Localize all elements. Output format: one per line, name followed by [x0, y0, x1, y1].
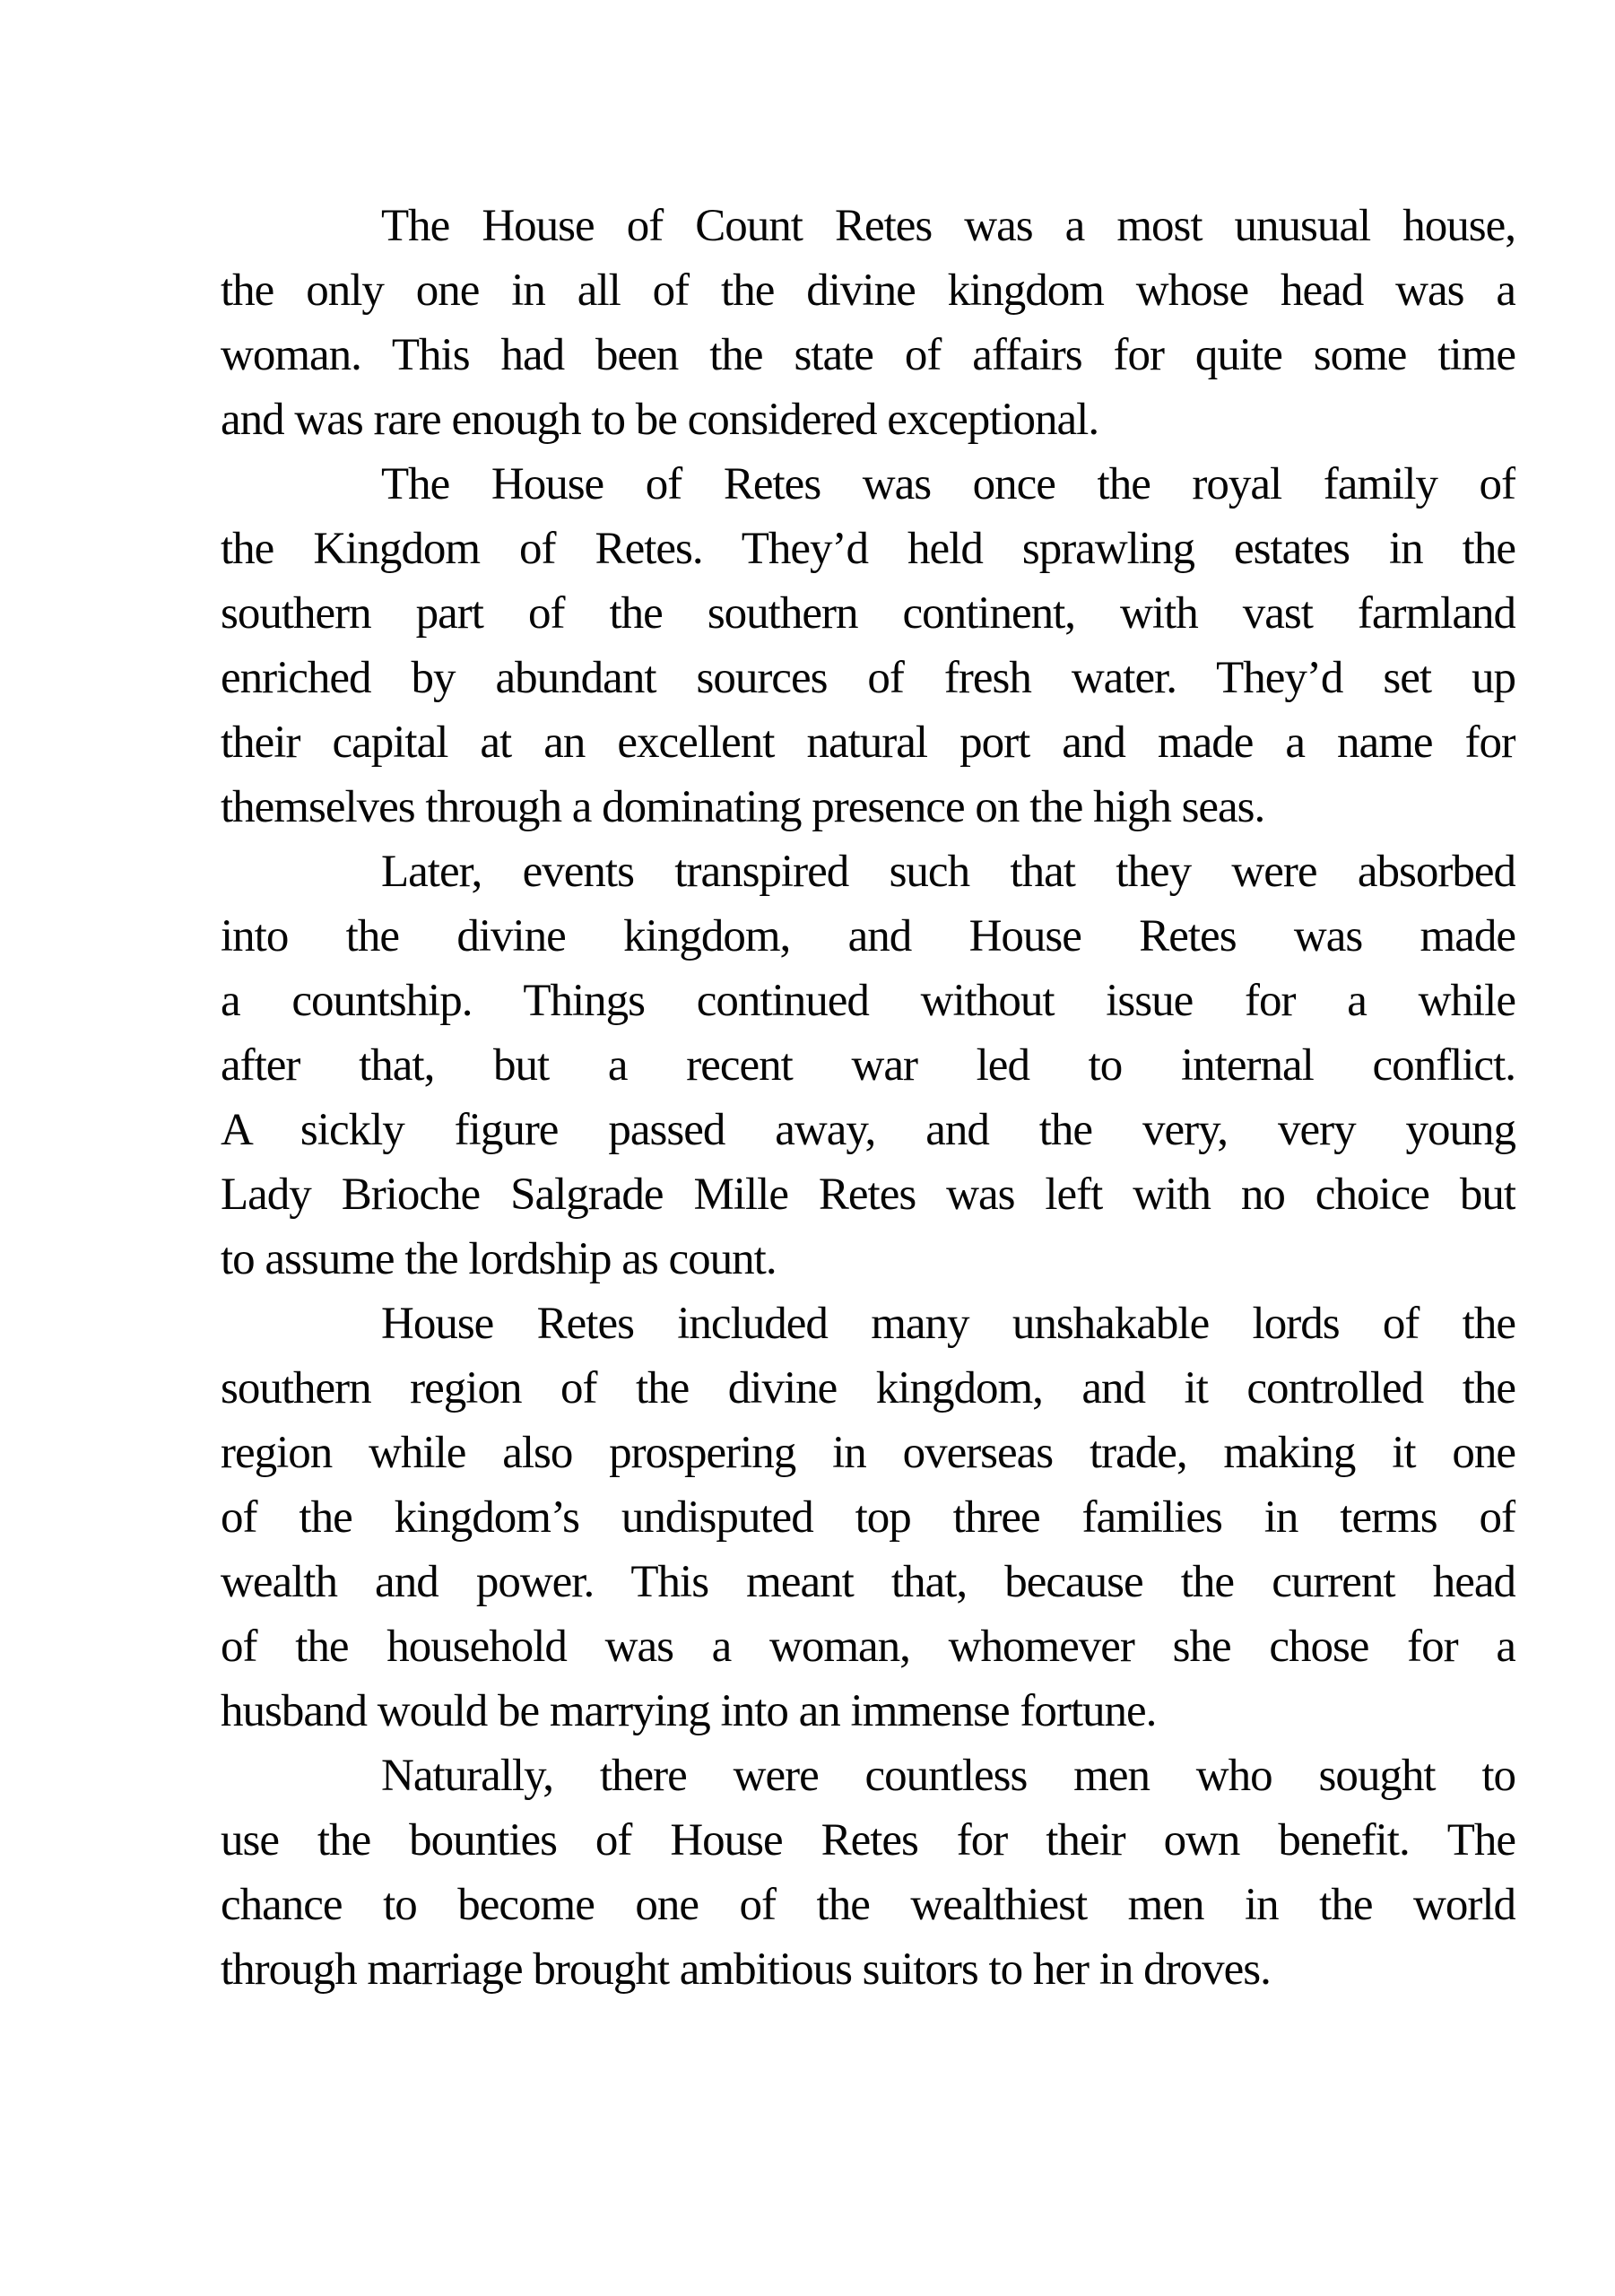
paragraph: [221, 1292, 1515, 1744]
text-line: southern region of the divine kingdom, and it controlled the: [221, 1363, 1515, 1413]
text-line: The House of Retes was once the royal family of: [381, 459, 1515, 509]
text-line: Later, events transpired such that they were absorbed: [381, 847, 1515, 897]
text-line: enriched by abundant sources of fresh water. They’d set up: [221, 653, 1515, 703]
text-line: after that, but a recent war led to internal conflict.: [221, 1040, 1515, 1091]
text-line: themselves through a dominating presence on the high seas.: [221, 782, 1265, 832]
text-line: The House of Count Retes was a most unusual house,: [381, 201, 1515, 251]
text-line: Naturally, there were countless men who sought to: [381, 1751, 1515, 1801]
text-line: southern part of the southern continent, with vast farmland: [221, 588, 1515, 639]
text-line: use the bounties of House Retes for their own benefit. The: [221, 1815, 1515, 1866]
text-line: and was rare enough to be considered exceptional.: [221, 395, 1099, 445]
paragraph: [221, 1744, 1515, 2002]
text-line: wealth and power. This meant that, because the current head: [221, 1557, 1515, 1607]
text-line: the Kingdom of Retes. They’d held sprawling estates in the: [221, 524, 1515, 574]
text-line: the only one in all of the divine kingdom whose head was a: [221, 265, 1515, 316]
text-line: chance to become one of the wealthiest men in the world: [221, 1880, 1515, 1930]
text-line: a countship. Things continued without issue for a while: [221, 976, 1515, 1026]
paragraph: [221, 194, 1515, 452]
text-line: their capital at an excellent natural port and made a name for: [221, 718, 1515, 768]
text-line: region while also prospering in overseas trade, making it one: [221, 1428, 1515, 1478]
text-line: of the household was a woman, whomever she chose for a: [221, 1622, 1515, 1672]
text-line: of the kingdom’s undisputed top three families in terms of: [221, 1492, 1515, 1543]
text-line: through marriage brought ambitious suitors to her in droves.: [221, 1944, 1271, 1995]
text-line: woman. This had been the state of affairs for quite some time: [221, 330, 1515, 380]
text-line: into the divine kingdom, and House Retes was made: [221, 911, 1515, 961]
text-line: to assume the lordship as count.: [221, 1234, 777, 1284]
text-line: House Retes included many unshakable lords of the: [381, 1299, 1515, 1349]
text-line: Lady Brioche Salgrade Mille Retes was left with no choice but: [221, 1170, 1515, 1220]
paragraph: [221, 839, 1515, 1292]
text-line: A sickly figure passed away, and the very, very young: [221, 1105, 1515, 1155]
page-text: [221, 194, 1515, 2002]
paragraph: [221, 452, 1515, 839]
text-line: husband would be marrying into an immense fortune.: [221, 1686, 1157, 1736]
